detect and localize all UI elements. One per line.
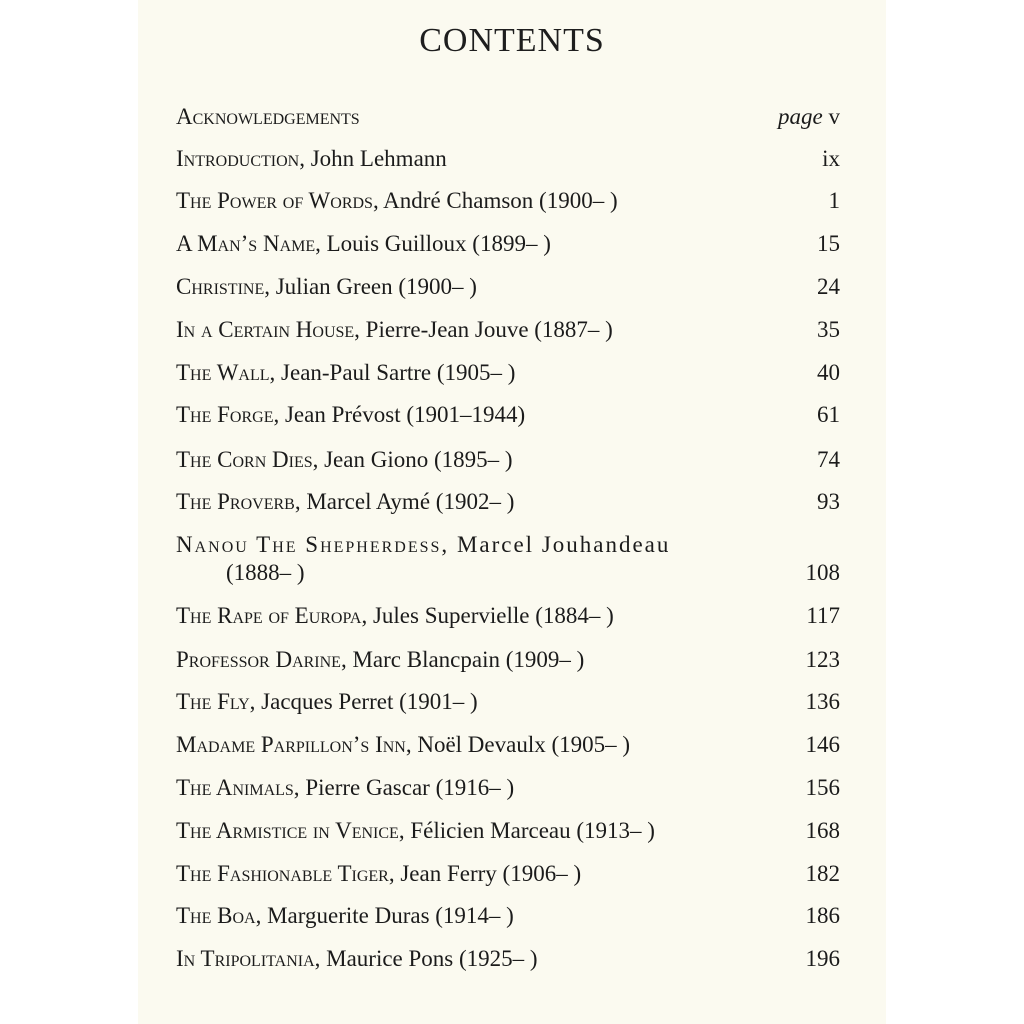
page-number: 168 bbox=[805, 818, 840, 843]
entry-title: The Armistice in Venice, bbox=[176, 818, 405, 843]
toc-entry bbox=[176, 689, 840, 715]
toc-entry bbox=[176, 775, 840, 801]
page-prefix: page bbox=[778, 104, 823, 129]
toc-entry bbox=[176, 946, 840, 972]
entry-title: The Fashionable Tiger, bbox=[176, 861, 395, 886]
entry-title: A Man’s Name, bbox=[176, 231, 321, 256]
page-number: ix bbox=[822, 146, 840, 171]
page-number: 74 bbox=[817, 447, 840, 472]
entry-page bbox=[778, 104, 840, 130]
toc-entry bbox=[176, 104, 840, 130]
page-number: 186 bbox=[805, 903, 840, 928]
entry-title: The Animals, bbox=[176, 775, 300, 800]
page-number: v bbox=[828, 104, 840, 129]
toc-entry bbox=[176, 360, 840, 386]
page-title: CONTENTS bbox=[419, 22, 605, 59]
entry-title: Nanou The Shepherdess, bbox=[176, 532, 450, 557]
entry-author: Jules Supervielle (1884– ) bbox=[367, 603, 614, 628]
page-number: 93 bbox=[817, 489, 840, 514]
page-number: 1 bbox=[828, 188, 840, 213]
entry-title: The Forge, bbox=[176, 402, 280, 427]
entry-title: Madame Parpillon’s Inn, bbox=[176, 732, 412, 757]
entry-author: Jean-Paul Sartre (1905– ) bbox=[275, 360, 516, 385]
toc-entry bbox=[176, 317, 840, 343]
toc-entry bbox=[176, 861, 840, 887]
page-number: 15 bbox=[817, 231, 840, 256]
entry-author: Marc Blancpain (1909– ) bbox=[346, 647, 585, 672]
entry-author: Marguerite Duras (1914– ) bbox=[261, 903, 514, 928]
page-number: 117 bbox=[806, 603, 840, 628]
page-number: 146 bbox=[805, 732, 840, 757]
page-number: 196 bbox=[805, 946, 840, 971]
entry-author: Julian Green (1900– ) bbox=[269, 274, 477, 299]
entry-title: The Rape of Europa, bbox=[176, 603, 368, 628]
toc-entry bbox=[176, 732, 840, 758]
entry-title: The Fly, bbox=[176, 689, 256, 714]
page-number: 156 bbox=[805, 775, 840, 800]
entry-title: In a Certain House, bbox=[176, 317, 360, 342]
page-number: 61 bbox=[817, 402, 840, 427]
page-number: 123 bbox=[805, 647, 840, 672]
entry-author: Noël Devaulx (1905– ) bbox=[411, 732, 631, 757]
entry-author: Marcel Aymé (1902– ) bbox=[300, 489, 515, 514]
entry-title: Introduction, bbox=[176, 146, 305, 171]
page-number: 108 bbox=[805, 560, 840, 585]
toc-entry bbox=[176, 532, 840, 586]
page-number: 136 bbox=[805, 689, 840, 714]
toc-entry bbox=[176, 146, 840, 172]
page-number: 24 bbox=[817, 274, 840, 299]
toc-entry bbox=[176, 402, 840, 428]
entry-title: The Wall, bbox=[176, 360, 276, 385]
toc-entry bbox=[176, 489, 840, 515]
toc-entry bbox=[176, 603, 840, 629]
entry-title: In Tripolitania, bbox=[176, 946, 321, 971]
toc-entry bbox=[176, 647, 840, 673]
toc-entry bbox=[176, 274, 840, 300]
entry-title: The Boa, bbox=[176, 903, 262, 928]
entry-author: Pierre-Jean Jouve (1887– ) bbox=[359, 317, 613, 342]
entry-title: Professor Darine, bbox=[176, 647, 347, 672]
entry-author: Maurice Pons (1925– ) bbox=[320, 946, 538, 971]
entry-author: Louis Guilloux (1899– ) bbox=[320, 231, 551, 256]
toc-entry bbox=[176, 818, 840, 844]
entry-author: Pierre Gascar (1916– ) bbox=[299, 775, 515, 800]
entry-author: André Chamson (1900– ) bbox=[378, 188, 618, 213]
entry-title: The Corn Dies, bbox=[176, 447, 319, 472]
toc-entry bbox=[176, 231, 840, 257]
entry-author: Jean Prévost (1901–1944) bbox=[279, 402, 526, 427]
entry-author: Jean Giono (1895– ) bbox=[318, 447, 513, 472]
entry-title: Acknowledgements bbox=[176, 104, 360, 129]
entry-title: The Proverb, bbox=[176, 489, 301, 514]
entry-author: Jean Ferry (1906– ) bbox=[394, 861, 582, 886]
entry-author: Félicien Marceau (1913– ) bbox=[404, 818, 655, 843]
entry-author-continued: (1888– ) bbox=[226, 560, 305, 585]
entry-title: The Power of Words, bbox=[176, 188, 379, 213]
toc-entry bbox=[176, 447, 840, 473]
entry-title: Christine, bbox=[176, 274, 270, 299]
entry-author: Jacques Perret (1901– ) bbox=[255, 689, 478, 714]
toc-entry bbox=[176, 188, 840, 214]
toc-entry bbox=[176, 903, 840, 929]
entry-author: John Lehmann bbox=[304, 146, 447, 171]
entry-author: Marcel Jouhandeau bbox=[449, 532, 671, 557]
page-number: 40 bbox=[817, 360, 840, 385]
page-number: 182 bbox=[805, 861, 840, 886]
page-number: 35 bbox=[817, 317, 840, 342]
